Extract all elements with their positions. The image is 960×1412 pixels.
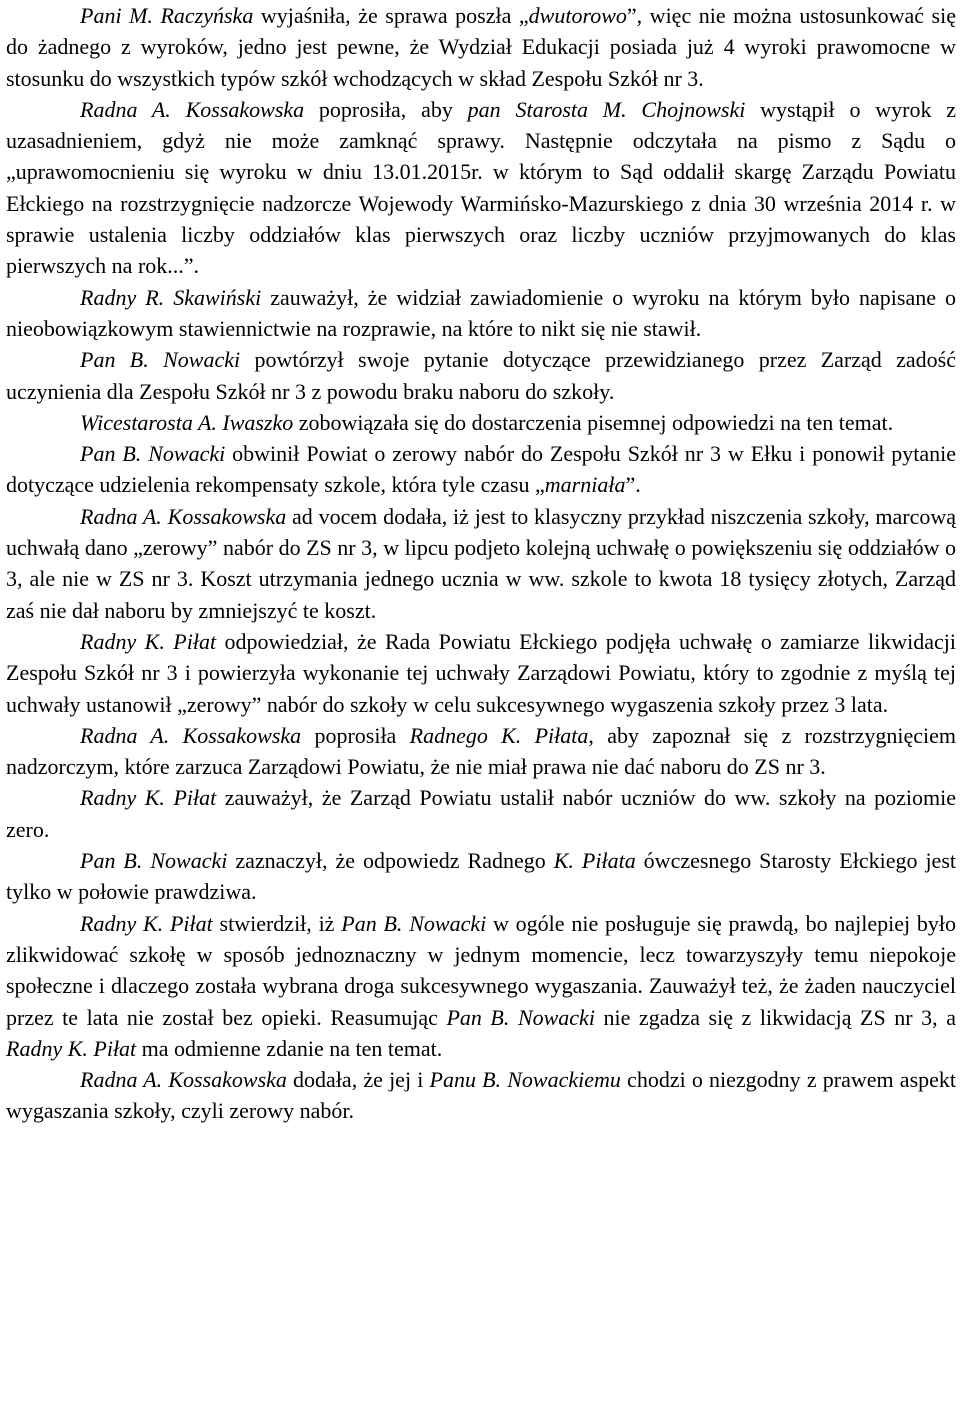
italic-name-text: Piłata: [581, 848, 636, 874]
body-text: odpowiedział, że Rada Powiatu Ełckiego podjęła uchwałę o zamiarze likwidacji Zespołu Szkół nr 3 i powierzyła wykonanie tej uchwały Zarządowi Powiatu, który to zgodnie z myślą tej uchwały ustanowił „zerowy” nabór do szkoły w celu sukcesywnego wygaszenia szkoły przez 3 lata.: [6, 628, 956, 717]
paragraph: [6, 344, 956, 407]
body-text: , aby zapoznał się z rozstrzygnięciem nadzorczym, które zarzuca Zarządowi Powiatu, że nie miał prawa nie dać naboru do ZS nr 3.: [6, 722, 956, 780]
italic-name-text: Kossakowska: [168, 1067, 287, 1093]
body-text: ówczesnego Starosty Ełckiego jest tylko w połowie prawdziwa.: [6, 848, 956, 905]
italic-name-text: Nowacki: [148, 441, 226, 467]
body-text: obwinił Powiat o zerowy nabór do Zespołu Szkół nr 3 w Ełku i ponowił pytanie dotyczące udzielenia rekompensaty szkole, która tyle czasu „: [6, 441, 957, 498]
italic-name-text: Piłat: [169, 910, 213, 936]
italic-name-text: Nowacki: [409, 910, 487, 936]
body-text: nie zgadza się z likwidacją ZS nr 3, a: [594, 1004, 956, 1030]
paragraph: [6, 845, 956, 908]
body-text: [521, 723, 534, 748]
body-text: stwierdził, iż: [212, 910, 342, 936]
italic-name-text: Kossakowska: [185, 96, 305, 122]
paragraph: [6, 282, 956, 345]
body-text: [574, 848, 582, 873]
italic-name-text: Pan B.: [80, 848, 143, 874]
body-text: poprosiła: [301, 722, 410, 748]
body-text: zauważył, że Zarząd Powiatu ustalił nabór uczniów do ww. szkoły na poziomie zero.: [6, 785, 957, 842]
body-text: [149, 347, 163, 372]
italic-name-text: Kossakowska: [167, 503, 287, 529]
italic-name-text: Radna A.: [80, 722, 170, 748]
italic-name-text: Radna A.: [80, 96, 171, 122]
body-text: powtórzył swoje pytanie dotyczące przewidzianego przez Zarząd zadość uczynienia dla Zespołu Szkół nr 3 z powodu braku naboru do szkoły.: [6, 347, 956, 404]
italic-name-text: dwutorowo: [528, 3, 627, 28]
italic-name-text: Iwaszko: [222, 409, 294, 435]
italic-name-text: Radny R.: [80, 284, 165, 310]
body-text: [163, 911, 170, 936]
italic-name-text: Piłat: [173, 785, 217, 811]
italic-name-text: Pan B.: [446, 1004, 510, 1030]
italic-name-text: Skawiński: [173, 284, 262, 310]
italic-name-text: Radna A.: [80, 1067, 163, 1093]
body-text: ”.: [625, 472, 641, 498]
paragraph: [6, 438, 956, 501]
paragraph: [6, 0, 956, 94]
paragraph: [6, 720, 956, 783]
italic-name-text: Nowackiemu: [507, 1067, 621, 1093]
italic-name-text: Piłat: [173, 628, 217, 654]
body-text: ad vocem dodała, iż jest to klasyczny przykład niszczenia szkoły, marcową uchwałą dano „zerowy” nabór do ZS nr 3, w lipcu podjeto kolejną uchwałę o powiększeniu się oddziałów o 3, ale nie w ZS nr 3. Koszt utrzymania jednego ucznia w ww. szkole to kwota 18 tysięcy złotych, Zarząd zaś nie dał naboru by zmniejszyć te koszt.: [6, 503, 957, 623]
body-text: wyjaśniła, że sprawa poszła „: [253, 3, 529, 28]
italic-name-text: Nowacki: [163, 347, 241, 373]
italic-name-text: Pan B.: [341, 910, 403, 936]
body-text: [171, 97, 186, 122]
italic-name-text: Radny K.: [80, 628, 165, 654]
italic-name-text: marniała: [544, 472, 626, 498]
body-text: wystąpił o wyrok z uzasadnieniem, gdyż nie może zamknąć sprawy. Następnie odczytała na pismo z Sądu o „uprawomocnieniu się wyroku w dniu 13.01.2015r. w którym to Sąd oddalił skargę Zarządu Powiatu Ełckiego na rozstrzygnięcie nadzorcze Wojewody Warmińsko-Mazurskiego z dnia 30 września 2014 r. w sprawie ustalenia liczby oddziałów klas pierwszych oraz liczby uczniów przyjmowanych do klas pierwszych na rok...”.: [6, 96, 957, 279]
italic-name-text: Raczyńska: [160, 3, 254, 28]
paragraph: [6, 94, 956, 282]
paragraph: [6, 782, 956, 845]
body-text: zaznaczył, że odpowiedz Radnego: [227, 848, 554, 874]
italic-name-text: Wicestarosta A.: [80, 409, 217, 435]
body-text: zauważył, że widział zawiadomienie o wyroku na którym było napisane o nieobowiązkowym stawiennictwie na rozprawie, na które to nikt się nie stawił.: [6, 284, 956, 341]
italic-name-text: Piłata: [534, 722, 589, 748]
italic-name-text: pan Starosta M.: [467, 96, 627, 122]
italic-name-text: Kossakowska: [182, 722, 302, 748]
body-text: zobowiązała się do dostarczenia pisemnej odpowiedzi na ten temat.: [293, 409, 894, 435]
italic-name-text: Radny K.: [80, 785, 165, 811]
paragraph: [6, 407, 956, 438]
paragraph: [6, 501, 956, 626]
italic-name-text: Nowacki: [150, 848, 228, 874]
body-text: [165, 629, 173, 654]
body-text: poprosiła, aby: [304, 96, 468, 122]
italic-name-text: Radny K.: [80, 910, 164, 936]
paragraph: [6, 908, 956, 1064]
italic-name-text: Pan B.: [80, 347, 149, 373]
body-text: dodała, że jej i: [286, 1067, 430, 1093]
paragraph: [6, 1064, 956, 1127]
italic-name-text: Pan B.: [80, 441, 142, 467]
italic-name-text: Radna A.: [80, 503, 162, 529]
body-text: ”, więc nie można ustosunkować się do żadnego z wyroków, jedno jest pewne, że Wydział Edukacji posiada już 4 wyroki prawomocne w stosunku do wszystkich typów szkół wchodzących w skład Zespołu Szkół nr 3.: [6, 3, 956, 91]
body-text: ma odmienne zdanie na ten temat.: [136, 1035, 443, 1061]
italic-name-text: Panu B.: [429, 1067, 502, 1093]
body-text: [627, 97, 642, 122]
italic-name-text: Piłat: [93, 1035, 137, 1061]
italic-name-text: Nowacki: [517, 1004, 595, 1030]
italic-name-text: Radnego K.: [409, 722, 522, 748]
body-text: [169, 723, 182, 748]
italic-name-text: Pani M.: [80, 3, 153, 28]
italic-name-text: Chojnowski: [641, 96, 746, 122]
italic-name-text: Radny K.: [6, 1035, 88, 1061]
body-text: [164, 285, 173, 310]
body-text: [509, 1005, 518, 1030]
paragraph: [6, 626, 956, 720]
body-text: chodzi o niezgodny z prawem aspekt wygaszania szkoły, czyli zerowy nabór.: [6, 1067, 957, 1124]
italic-name-text: K.: [553, 848, 574, 874]
body-text: w ogóle nie posługuje się prawdą, bo najlepiej było zlikwidować szkołę w sposób jednoznaczny w jednym momencie, lecz towarzyszyły temu niepokoje społeczne i dlaczego została wybrana droga sukcesywnego wygaszania. Zauważył też, że żaden nauczyciel przez te lata nie został bez opieki. Reasumując: [6, 910, 957, 1030]
